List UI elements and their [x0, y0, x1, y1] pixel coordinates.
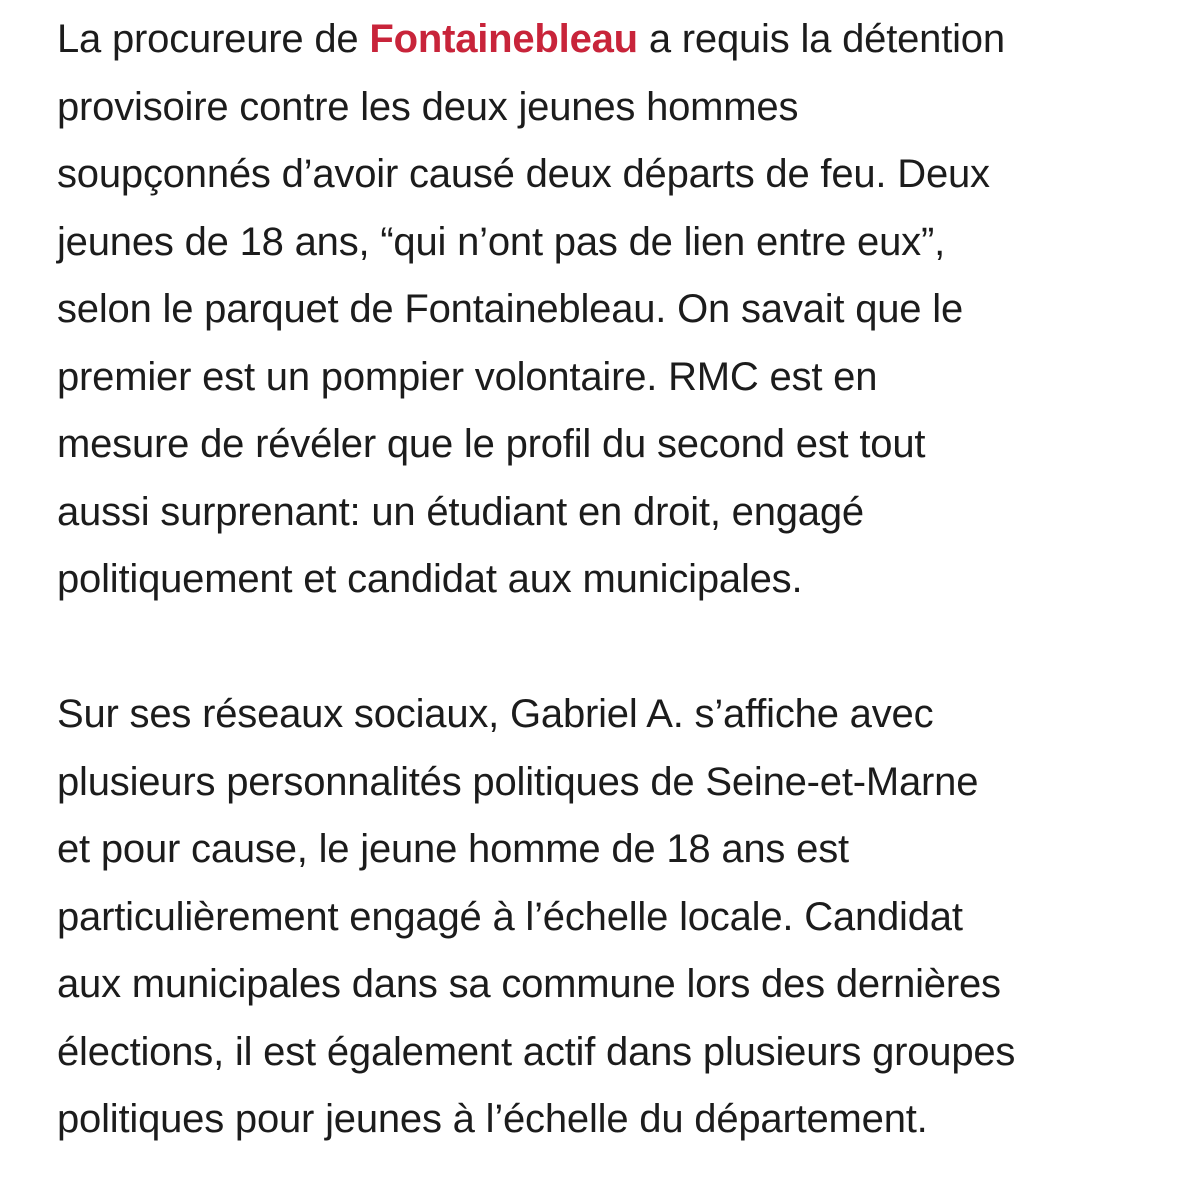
paragraph-2-line-5: aux municipales dans sa commune lors des dernières [57, 962, 1001, 1006]
paragraph-1-line-8: aussi surprenant: un étudiant en droit, engagé [57, 489, 864, 534]
paragraph-1-line-6: premier est un pompier volontaire. RMC est en [57, 354, 878, 399]
paragraph-1-line-9: politiquement et candidat aux municipales. [57, 557, 803, 601]
paragraph-2-line-7: politiques pour jeunes à l’échelle du département. [57, 1097, 928, 1141]
paragraph-2-line-6: élections, il est également actif dans plusieurs groupes [57, 1029, 1016, 1074]
paragraph-2-line-1: Sur ses réseaux sociaux, Gabriel A. s’affiche avec [57, 692, 934, 736]
text-segment: La procureure de [57, 17, 370, 61]
text-segment: a requis la détention [637, 17, 1005, 61]
paragraph-1-line-7: mesure de révéler que le profil du second est tout [57, 422, 926, 466]
paragraph-1-line-1 [57, 6, 1177, 74]
paragraph-1-line-5: selon le parquet de Fontainebleau. On savait que le [57, 287, 963, 331]
paragraph-2-line-2: plusieurs personnalités politiques de Seine-et-Marne [57, 759, 979, 804]
paragraph-1-line-4: jeunes de 18 ans, “qui n’ont pas de lien entre eux”, [57, 219, 945, 264]
paragraph-2-line-4: particulièrement engagé à l’échelle locale. Candidat [57, 894, 963, 939]
fontainebleau-link[interactable]: Fontainebleau [369, 17, 638, 61]
paragraph-1 [57, 6, 1177, 614]
paragraph-1-line-3: soupçonnés d’avoir causé deux départs de feu. Deux [57, 152, 990, 196]
paragraph-1-line-2: provisoire contre les deux jeunes hommes [57, 84, 799, 129]
article-body [57, 6, 1177, 1154]
paragraph-2 [57, 681, 1177, 1154]
paragraph-2-line-3: et pour cause, le jeune homme de 18 ans est [57, 827, 849, 871]
